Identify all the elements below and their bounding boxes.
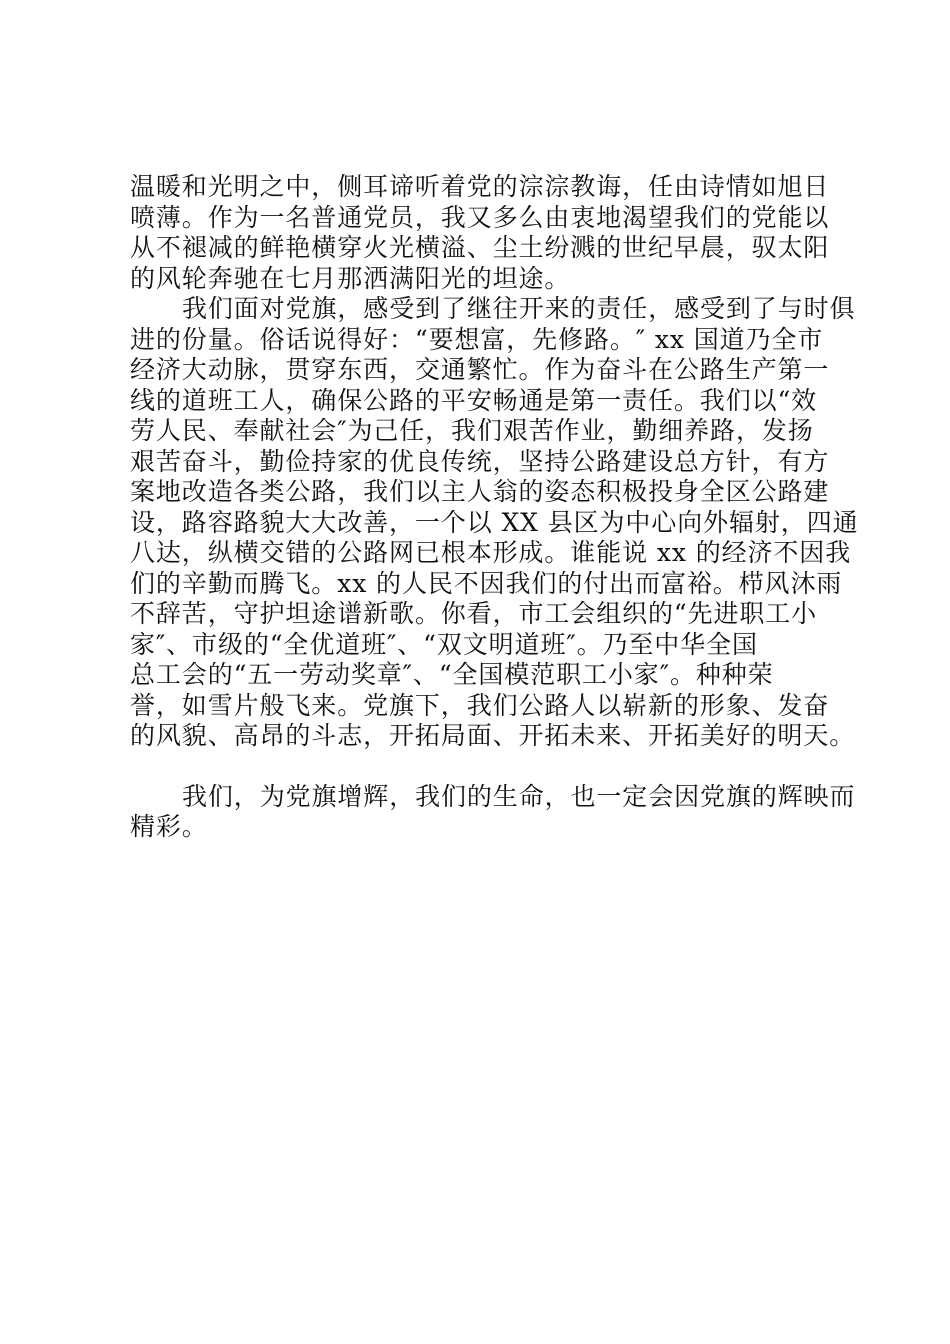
paragraph-2 (130, 294, 859, 752)
paragraph-spacer (130, 752, 834, 782)
text-line: 们的辛勤而腾飞。xx 的人民不因我们的付出而富裕。栉风沐雨 (130, 568, 843, 598)
document-body (130, 172, 859, 843)
text-line: 家″、市级的“全优道班″、“双文明道班″。乃至中华全国 (130, 629, 758, 659)
text-line: 总工会的“五一劳动奖章″、“全国模范职工小家″。种种荣 (130, 660, 774, 689)
text-line: 八达，纵横交错的公路网已根本形成。谁能说 xx 的经济不因我 (130, 538, 852, 567)
text-line: 精彩。 (130, 812, 208, 841)
text-line: 不辞苦，守护坦途谱新歌。你看，市工会组织的“先进职工小 (130, 599, 818, 628)
text-line: 的风貌、高昂的斗志，开拓局面、开拓未来、开拓美好的明天。 (130, 721, 856, 750)
text-line: 我们面对党旗，感受到了继往开来的责任，感受到了与时俱 (182, 294, 856, 323)
text-line: 我们，为党旗增辉，我们的生命，也一定会因党旗的辉映而 (182, 781, 856, 811)
text-line: 喷薄。作为一名普通党员，我又多么由衷地渴望我们的党能以 (130, 202, 830, 232)
text-line: 线的道班工人，确保公路的平安畅通是第一责任。我们以“效 (130, 385, 818, 415)
text-line: 劳人民、奉献社会″为己任，我们艰苦作业，勤细养路，发扬 (130, 416, 814, 445)
text-line: 誉，如雪片般飞来。党旗下，我们公路人以崭新的形象、发奋 (130, 690, 830, 720)
paragraph-1 (130, 172, 834, 294)
text-line: 从不褪减的鲜艳横穿火光横溢、尘土纷溅的世纪早晨，驭太阳 (130, 233, 830, 262)
text-line: 进的份量。俗话说得好：“要想富，先修路。″ xx 国道乃全市 (130, 324, 824, 354)
text-line: 温暖和光明之中，侧耳谛听着党的淙淙教诲，任由诗情如旭日 (130, 172, 830, 201)
text-line: 的风轮奔驰在七月那洒满阳光的坦途。 (130, 263, 571, 293)
text-line: 经济大动脉，贯穿东西，交通繁忙。作为奋斗在公路生产第一 (130, 355, 830, 384)
text-line: 艰苦奋斗，勤俭持家的优良传统，坚持公路建设总方针，有方 (130, 446, 830, 476)
text-line: 设，路容路貌大大改善，一个以 XX 县区为中心向外辐射，四通 (130, 507, 859, 537)
text-line: 案地改造各类公路，我们以主人翁的姿态积极投身全区公路建 (130, 477, 830, 506)
paragraph-3 (130, 781, 856, 843)
